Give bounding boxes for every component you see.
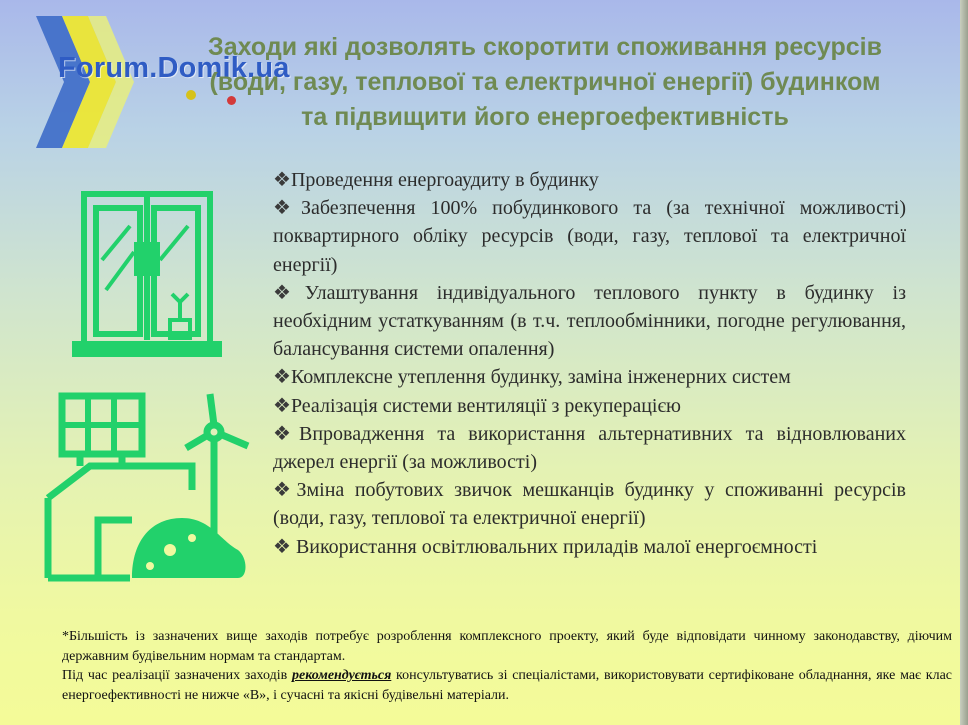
footnote-line-1: *Більшість із зазначених вище заходів потребує розроблення комплексного проекту, який буде відповідати чинному законодавству, діючим державним будівельним нормам та стандартам. (62, 629, 952, 664)
footnote-line-2: Під час реалізації зазначених заходів рекомендується консультуватись зі спеціалістами, використовувати сертифіковане обладнання, яке має клас енергоефективності не нижче «В», і сучасні та якісні будівельні матеріали. (62, 668, 953, 703)
decor-dot-red (227, 96, 236, 105)
diamond-bullet-icon: ❖ (273, 366, 291, 389)
diamond-bullet-icon: ❖ (273, 422, 299, 445)
emphasis-recommended: рекомендується (291, 668, 392, 683)
watermark-logo-text: Forum.Domik.ua (58, 52, 290, 84)
list-item: ❖ Використання освітлювальних приладів малої енергоємності (273, 535, 818, 558)
diamond-bullet-icon: ❖ (273, 394, 291, 417)
list-item: ❖Зміна побутових звичок мешканців будинку у споживанні ресурсів (води, газу, теплової та електричної енергії) (273, 479, 906, 530)
title-line-2: (води, газу, теплової та електричної енергії) будинком (209, 68, 881, 96)
list-item: ❖Забезпечення 100% побудинкового та (за технічної можливості) поквартирного обліку ресурсів (води, газу, теплової та електричної енергії) (273, 197, 906, 276)
window-with-plant-icon (72, 190, 222, 360)
list-item: ❖Улаштування індивідуального теплового пункту в будинку із необхідним устаткуванням (в т.ч. теплообмінники, погодне регулювання, балансування системи опалення) (273, 281, 906, 361)
diamond-bullet-icon: ❖ (273, 479, 297, 502)
title-line-3: та підвищити його енергоефективність (301, 103, 789, 131)
title-line-1: Заходи які дозволять скоротити споживання ресурсів (208, 33, 882, 61)
diamond-bullet-icon: ❖ (273, 281, 305, 304)
decor-dot-yellow (186, 90, 196, 100)
list-item: ❖Комплексне утеплення будинку, заміна інженерних систем (273, 366, 791, 389)
list-item: ❖Впровадження та використання альтернативних та відновлюваних джерел енергії (за можливості) (273, 422, 906, 474)
diamond-bullet-icon: ❖ (273, 169, 291, 191)
footnote (62, 627, 952, 705)
slide-right-edge (960, 0, 968, 725)
list-item: ❖Проведення енергоаудиту в будинку (273, 169, 599, 191)
diamond-bullet-icon: ❖ (273, 535, 291, 558)
list-item: ❖Реалізація системи вентиляції з рекуперацією (273, 394, 681, 417)
eco-house-solar-wind-icon (42, 390, 252, 585)
diamond-bullet-icon: ❖ (273, 197, 301, 220)
slide-title (140, 30, 950, 135)
measures-list (273, 166, 906, 561)
